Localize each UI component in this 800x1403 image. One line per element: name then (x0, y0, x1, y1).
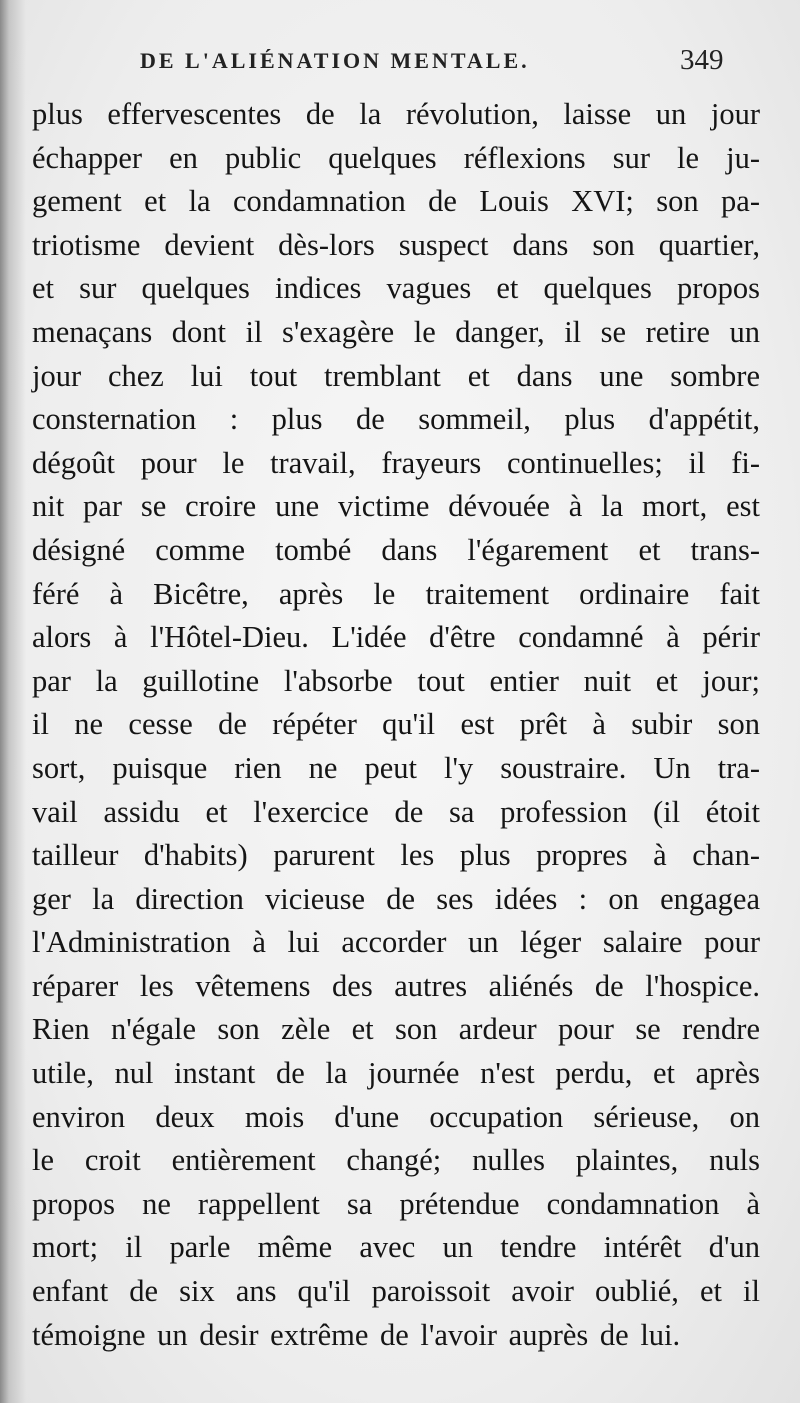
text-line: désigné comme tombé dans l'égarement et trans- (32, 532, 760, 567)
text-line: tailleur d'habits) parurent les plus propres à chan- (32, 838, 760, 873)
text-line: vail assidu et l'exercice de sa profession (il étoit (32, 794, 760, 829)
text-line: menaçans dont il s'exagère le danger, il se retire un (32, 314, 760, 349)
page-number: 349 (680, 44, 724, 76)
text-line: sort, puisque rien ne peut l'y soustraire. Un tra- (32, 750, 760, 785)
running-head (0, 44, 800, 88)
text-line: nit par se croire une victime dévouée à la mort, est (32, 489, 760, 524)
text-line: féré à Bicêtre, après le traitement ordinaire fait (32, 576, 760, 611)
text-line: par la guillotine l'absorbe tout entier nuit et jour; (32, 663, 760, 698)
text-line: ger la direction vicieuse de ses idées : on engagea (32, 881, 760, 916)
text-line: il ne cesse de répéter qu'il est prêt à subir son (32, 707, 760, 742)
text-line: plus effervescentes de la révolution, laisse un jour (32, 97, 760, 131)
text-line: jour chez lui tout tremblant et dans une sombre (32, 358, 760, 393)
text-line: propos ne rappellent sa prétendue condamnation à (32, 1186, 760, 1221)
body-text (32, 93, 760, 1357)
text-line: environ deux mois d'une occupation sérieuse, on (32, 1099, 760, 1134)
text-line: témoigne un desir extrême de l'avoir auprès de lui. (32, 1317, 681, 1352)
text-line: mort; il parle même avec un tendre intérêt d'un (32, 1230, 760, 1265)
text-line: utile, nul instant de la journée n'est perdu, et après (32, 1056, 760, 1091)
text-line: enfant de six ans qu'il paroissoit avoir oublié, et il (32, 1274, 760, 1309)
text-line: consternation : plus de sommeil, plus d'appétit, (32, 402, 760, 437)
text-line: et sur quelques indices vagues et quelques propos (32, 271, 760, 306)
text-line: alors à l'Hôtel-Dieu. L'idée d'être condamné à périr (32, 620, 760, 655)
text-line: Rien n'égale son zèle et son ardeur pour se rendre (32, 1012, 760, 1047)
text-line: gement et la condamnation de Louis XVI; son pa- (32, 184, 760, 219)
text-line: le croit entièrement changé; nulles plaintes, nuls (32, 1143, 760, 1178)
text-line: échapper en public quelques réflexions sur le ju- (32, 140, 760, 175)
text-line: triotisme devient dès-lors suspect dans son quartier, (32, 227, 760, 262)
running-title: DE L'ALIÉNATION MENTALE. (140, 48, 530, 73)
page-gutter-shadow (0, 0, 26, 1403)
text-line: réparer les vêtemens des autres aliénés de l'hospice. (32, 968, 760, 1003)
text-line: dégoût pour le travail, frayeurs continuelles; il fi- (32, 445, 760, 480)
text-line: l'Administration à lui accorder un léger salaire pour (32, 925, 760, 960)
